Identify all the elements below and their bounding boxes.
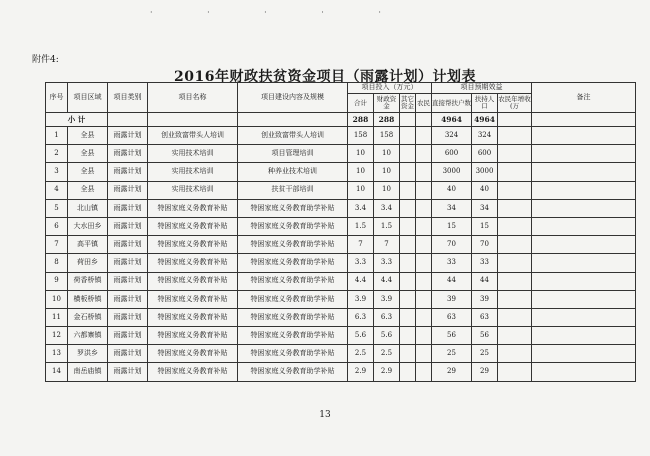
cell-seq: 10 (46, 290, 68, 308)
cell-name: 特困家庭义务教育补贴 (148, 236, 238, 254)
cell-empty (416, 127, 432, 145)
cell-empty (400, 163, 416, 181)
cell-empty (498, 327, 532, 345)
cell-fiscal: 3.4 (374, 199, 400, 217)
cell-empty (532, 217, 636, 235)
cell-empty (498, 254, 532, 272)
cell-empty (532, 363, 636, 381)
cell-households: 70 (432, 236, 472, 254)
cell-total: 5.6 (348, 327, 374, 345)
cell-empty (400, 327, 416, 345)
cell-total: 3.3 (348, 254, 374, 272)
cell-content: 特困家庭义务教育助学补贴 (238, 363, 348, 381)
cell-total: 4.4 (348, 272, 374, 290)
cell-total: 3.9 (348, 290, 374, 308)
cell-name: 特困家庭义务教育补贴 (148, 290, 238, 308)
cell-seq: 9 (46, 272, 68, 290)
header-fiscal: 财政资金 (374, 94, 400, 113)
cell-population: 34 (472, 199, 498, 217)
cell-empty (400, 272, 416, 290)
cell-empty (416, 145, 432, 163)
header-seq: 序号 (46, 83, 68, 113)
cell-seq: 8 (46, 254, 68, 272)
page-number: 13 (319, 410, 331, 420)
cell-area: 大水田乡 (68, 217, 108, 235)
table-row (46, 363, 636, 381)
cell-households: 56 (432, 327, 472, 345)
table-row (46, 308, 636, 326)
subtotal-row (46, 113, 636, 127)
table-row (46, 345, 636, 363)
cell-empty (532, 127, 636, 145)
table-row (46, 272, 636, 290)
cell-area: 荷香桥镇 (68, 272, 108, 290)
cell-seq: 1 (46, 127, 68, 145)
cell-population: 39 (472, 290, 498, 308)
subtotal-fiscal: 288 (374, 113, 400, 127)
cell-area: 南岳庙镇 (68, 363, 108, 381)
cell-fiscal: 10 (374, 163, 400, 181)
cell-category: 雨露计划 (108, 363, 148, 381)
header-total: 合计 (348, 94, 374, 113)
cell-category: 雨露计划 (108, 254, 148, 272)
cell-category: 雨露计划 (108, 308, 148, 326)
table-row (46, 145, 636, 163)
cell-name: 特困家庭义务教育补贴 (148, 308, 238, 326)
cell-fiscal: 3.3 (374, 254, 400, 272)
scan-marks: · · · · · (150, 8, 407, 17)
table-row (46, 163, 636, 181)
attachment-label: 附件4: (32, 55, 59, 65)
cell-seq: 14 (46, 363, 68, 381)
cell-empty (400, 290, 416, 308)
cell-total: 2.9 (348, 363, 374, 381)
cell-empty (416, 327, 432, 345)
cell-area: 全县 (68, 163, 108, 181)
cell-name: 特困家庭义务教育补贴 (148, 345, 238, 363)
cell-name: 特困家庭义务教育补贴 (148, 254, 238, 272)
cell-fiscal: 10 (374, 181, 400, 199)
cell-total: 2.5 (348, 345, 374, 363)
cell-area: 全县 (68, 181, 108, 199)
cell-population: 15 (472, 217, 498, 235)
cell-fiscal: 7 (374, 236, 400, 254)
cell-empty (498, 181, 532, 199)
cell-population: 25 (472, 345, 498, 363)
header-category: 项目类别 (108, 83, 148, 113)
cell-total: 6.3 (348, 308, 374, 326)
cell-category: 雨露计划 (108, 345, 148, 363)
header-rural-credit: 农民 (416, 94, 432, 113)
cell-population: 56 (472, 327, 498, 345)
cell-fiscal: 1.5 (374, 217, 400, 235)
cell-empty (532, 272, 636, 290)
cell-fiscal: 3.9 (374, 290, 400, 308)
cell-seq: 11 (46, 308, 68, 326)
cell-households: 600 (432, 145, 472, 163)
cell-category: 雨露计划 (108, 181, 148, 199)
table-row (46, 127, 636, 145)
cell-empty (416, 163, 432, 181)
cell-content: 特困家庭义务教育助学补贴 (238, 254, 348, 272)
page-title: 2016年财政扶贫资金项目（雨露计划）计划表 (174, 69, 476, 85)
cell-households: 324 (432, 127, 472, 145)
cell-name: 创业致富带头人培训 (148, 127, 238, 145)
cell-empty (416, 272, 432, 290)
cell-fiscal: 2.9 (374, 363, 400, 381)
cell-households: 34 (432, 199, 472, 217)
cell-area: 高平镇 (68, 236, 108, 254)
cell-content: 特困家庭义务教育助学补贴 (238, 327, 348, 345)
cell-name: 实用技术培训 (148, 163, 238, 181)
table-row (46, 236, 636, 254)
cell-area: 荷田乡 (68, 254, 108, 272)
cell-empty (400, 363, 416, 381)
cell-name: 特困家庭义务教育补贴 (148, 272, 238, 290)
cell-empty (416, 290, 432, 308)
cell-seq: 12 (46, 327, 68, 345)
cell-empty (532, 254, 636, 272)
header-name: 项目名称 (148, 83, 238, 113)
cell-area: 六都寨镇 (68, 327, 108, 345)
cell-fiscal: 4.4 (374, 272, 400, 290)
cell-empty (532, 308, 636, 326)
cell-population: 33 (472, 254, 498, 272)
cell-empty (532, 327, 636, 345)
cell-total: 1.5 (348, 217, 374, 235)
cell-area: 全县 (68, 145, 108, 163)
cell-content: 扶贫干部培训 (238, 181, 348, 199)
cell-population: 600 (472, 145, 498, 163)
cell-households: 25 (432, 345, 472, 363)
cell-empty (532, 290, 636, 308)
header-remarks: 备注 (532, 83, 636, 113)
cell-population: 63 (472, 308, 498, 326)
cell-content: 特困家庭义务教育助学补贴 (238, 345, 348, 363)
cell-total: 10 (348, 145, 374, 163)
cell-category: 雨露计划 (108, 145, 148, 163)
table-row (46, 199, 636, 217)
cell-seq: 4 (46, 181, 68, 199)
subtotal-households: 4964 (432, 113, 472, 127)
cell-area: 全县 (68, 127, 108, 145)
header-income-increase: 农民年增收(万 (498, 94, 532, 113)
cell-category: 雨露计划 (108, 199, 148, 217)
cell-households: 15 (432, 217, 472, 235)
cell-empty (400, 308, 416, 326)
cell-empty (532, 236, 636, 254)
cell-name: 特困家庭义务教育补贴 (148, 327, 238, 345)
cell-households: 44 (432, 272, 472, 290)
cell-empty (400, 345, 416, 363)
cell-empty (400, 217, 416, 235)
cell-population: 324 (472, 127, 498, 145)
cell-empty (400, 181, 416, 199)
cell-empty (416, 199, 432, 217)
cell-empty (498, 145, 532, 163)
cell-category: 雨露计划 (108, 327, 148, 345)
cell-population: 3000 (472, 163, 498, 181)
cell-content: 创业致富带头人培训 (238, 127, 348, 145)
cell-empty (498, 163, 532, 181)
table-header (46, 83, 636, 113)
cell-population: 44 (472, 272, 498, 290)
cell-empty (498, 363, 532, 381)
header-investment-group: 项目投入（万元） (348, 83, 432, 94)
subtotal-total: 288 (348, 113, 374, 127)
header-support-population: 扶持人口 (472, 94, 498, 113)
cell-category: 雨露计划 (108, 217, 148, 235)
cell-category: 雨露计划 (108, 272, 148, 290)
cell-total: 3.4 (348, 199, 374, 217)
subtotal-label: 小 计 (46, 113, 108, 127)
cell-empty (532, 163, 636, 181)
cell-fiscal: 158 (374, 127, 400, 145)
cell-content: 项目管理培训 (238, 145, 348, 163)
header-area: 项目区域 (68, 83, 108, 113)
cell-content: 特困家庭义务教育助学补贴 (238, 199, 348, 217)
cell-empty (416, 236, 432, 254)
table-row (46, 217, 636, 235)
cell-name: 特困家庭义务教育补贴 (148, 217, 238, 235)
cell-empty (416, 308, 432, 326)
cell-empty (498, 236, 532, 254)
cell-content: 特困家庭义务教育助学补贴 (238, 308, 348, 326)
cell-empty (416, 181, 432, 199)
cell-empty (400, 254, 416, 272)
cell-empty (400, 127, 416, 145)
cell-empty (400, 199, 416, 217)
cell-empty (532, 145, 636, 163)
cell-name: 实用技术培训 (148, 145, 238, 163)
cell-seq: 3 (46, 163, 68, 181)
cell-empty (498, 290, 532, 308)
header-direct-households: 直接帮扶户数 (432, 94, 472, 113)
cell-households: 39 (432, 290, 472, 308)
cell-households: 33 (432, 254, 472, 272)
cell-area: 横板桥镇 (68, 290, 108, 308)
cell-empty (416, 363, 432, 381)
cell-empty (498, 345, 532, 363)
cell-empty (498, 199, 532, 217)
cell-population: 40 (472, 181, 498, 199)
cell-seq: 13 (46, 345, 68, 363)
cell-empty (532, 181, 636, 199)
cell-fiscal: 2.5 (374, 345, 400, 363)
cell-content: 特困家庭义务教育助学补贴 (238, 217, 348, 235)
cell-seq: 7 (46, 236, 68, 254)
cell-content: 特困家庭义务教育助学补贴 (238, 290, 348, 308)
cell-fiscal: 6.3 (374, 308, 400, 326)
cell-name: 实用技术培训 (148, 181, 238, 199)
plan-table (45, 82, 636, 382)
cell-empty (400, 145, 416, 163)
cell-category: 雨露计划 (108, 236, 148, 254)
cell-empty (498, 308, 532, 326)
cell-total: 10 (348, 163, 374, 181)
cell-name: 特困家庭义务教育补贴 (148, 199, 238, 217)
table-row (46, 254, 636, 272)
cell-empty (498, 127, 532, 145)
cell-category: 雨露计划 (108, 127, 148, 145)
cell-empty (498, 217, 532, 235)
table-row (46, 327, 636, 345)
cell-fiscal: 10 (374, 145, 400, 163)
cell-category: 雨露计划 (108, 163, 148, 181)
cell-seq: 2 (46, 145, 68, 163)
cell-households: 29 (432, 363, 472, 381)
subtotal-population: 4964 (472, 113, 498, 127)
cell-empty (498, 272, 532, 290)
cell-area: 北山镇 (68, 199, 108, 217)
cell-households: 63 (432, 308, 472, 326)
cell-fiscal: 5.6 (374, 327, 400, 345)
header-benefit-group: 项目预期效益 (432, 83, 532, 94)
cell-total: 7 (348, 236, 374, 254)
cell-empty (416, 345, 432, 363)
cell-households: 3000 (432, 163, 472, 181)
cell-seq: 6 (46, 217, 68, 235)
table-row (46, 181, 636, 199)
cell-empty (416, 254, 432, 272)
header-content: 项目建设内容及规模 (238, 83, 348, 113)
cell-total: 158 (348, 127, 374, 145)
cell-area: 罗洪乡 (68, 345, 108, 363)
cell-households: 40 (432, 181, 472, 199)
cell-content: 特困家庭义务教育助学补贴 (238, 236, 348, 254)
cell-seq: 5 (46, 199, 68, 217)
cell-empty (532, 345, 636, 363)
cell-total: 10 (348, 181, 374, 199)
cell-population: 70 (472, 236, 498, 254)
cell-content: 种养业技术培训 (238, 163, 348, 181)
cell-content: 特困家庭义务教育助学补贴 (238, 272, 348, 290)
table-row (46, 290, 636, 308)
cell-name: 特困家庭义务教育补贴 (148, 363, 238, 381)
table-body (46, 113, 636, 382)
header-other: 其它资金 (400, 94, 416, 113)
cell-population: 29 (472, 363, 498, 381)
cell-empty (400, 236, 416, 254)
cell-empty (416, 217, 432, 235)
cell-area: 金石桥镇 (68, 308, 108, 326)
cell-empty (532, 199, 636, 217)
cell-category: 雨露计划 (108, 290, 148, 308)
